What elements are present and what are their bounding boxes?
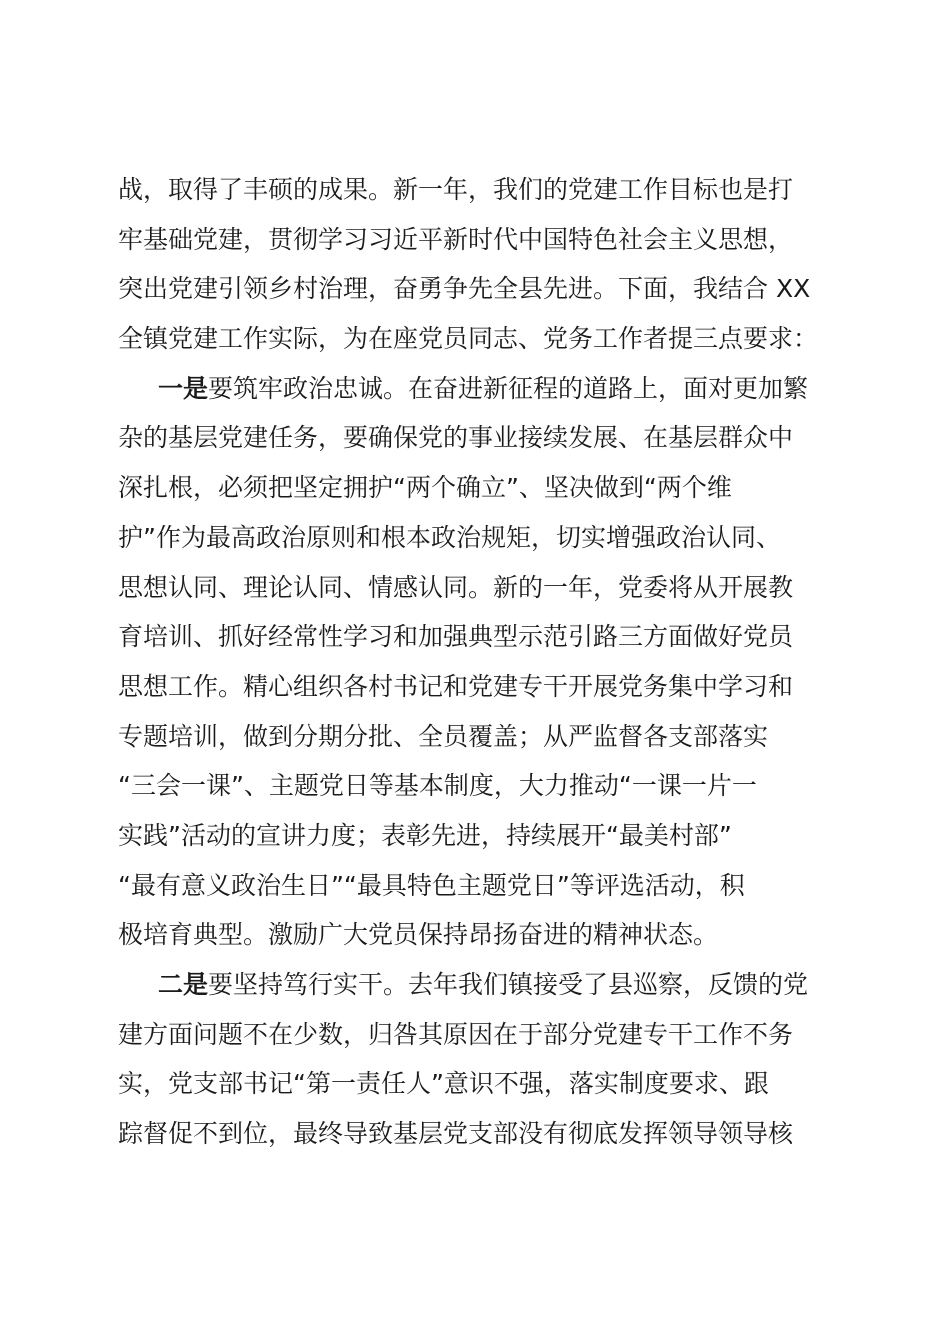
text-line: 实践”活动的宣讲力度；表彰先进，持续展开“最美村部” — [118, 820, 732, 850]
text-line: 建方面问题不在少数，归咎其原因在于部分党建专干工作不务 — [118, 1019, 794, 1049]
text-line: 牢基础党建，贯彻学习习近平新时代中国特色社会主义思想， — [118, 224, 794, 254]
text-line: 全镇党建工作实际，为在座党员同志、党务工作者提三点要求： — [118, 324, 819, 354]
text-line: 思想工作。精心组织各村书记和党建专干开展党务集中学习和 — [118, 671, 794, 701]
text-line: 专题培训，做到分期分批、全员覆盖；从严监督各支部落实 — [118, 721, 769, 751]
text-line: 杂的基层党建任务，要确保党的事业接续发展、在基层群众中 — [118, 423, 794, 453]
text-line: 极培育典型。激励广大党员保持昂扬奋进的精神状态。 — [118, 920, 719, 950]
paragraph-2-first-line — [118, 960, 830, 1010]
text-line: 思想认同、理论认同、情感认同。新的一年，党委将从开展教 — [118, 572, 794, 602]
text-line: 护”作为最高政治原则和根本政治规矩，切实增强政治认同、 — [118, 522, 781, 552]
paragraph-1-lead: 一是 — [158, 373, 209, 403]
body-text — [118, 165, 830, 1159]
paragraph-2-first-text: 要坚持笃行实干。去年我们镇接受了县巡察，反馈的党 — [208, 970, 809, 999]
paragraph-1-first-line — [118, 364, 830, 414]
paragraph-1-first-text: 要筑牢政治忠诚。在奋进新征程的道路上，面对更加繁 — [208, 373, 809, 403]
text-line: 突出党建引领乡村治理，奋勇争先全县先进。下面，我结合 XX — [118, 274, 811, 304]
text-line: “最有意义政治生日”“最具特色主题党日”等评选活动，积 — [118, 870, 745, 900]
text-line: 实，党支部书记“第一责任人”意识不强，落实制度要求、跟 — [118, 1069, 769, 1099]
text-line: 育培训、抓好经常性学习和加强典型示范引路三方面做好党员 — [118, 622, 794, 652]
text-line: 深扎根，必须把坚定拥护“两个确立”、坚决做到“两个维 — [118, 473, 732, 503]
text-line: 踪督促不到位，最终导致基层党支部没有彻底发挥领导领导核 — [118, 1119, 794, 1149]
paragraph-2-lead: 二是 — [158, 970, 209, 999]
text-line: “三会一课”、主题党日等基本制度，大力推动“一课一片一 — [118, 771, 757, 801]
text-line: 战，取得了丰硕的成果。新一年，我们的党建工作目标也是打 — [118, 175, 794, 204]
